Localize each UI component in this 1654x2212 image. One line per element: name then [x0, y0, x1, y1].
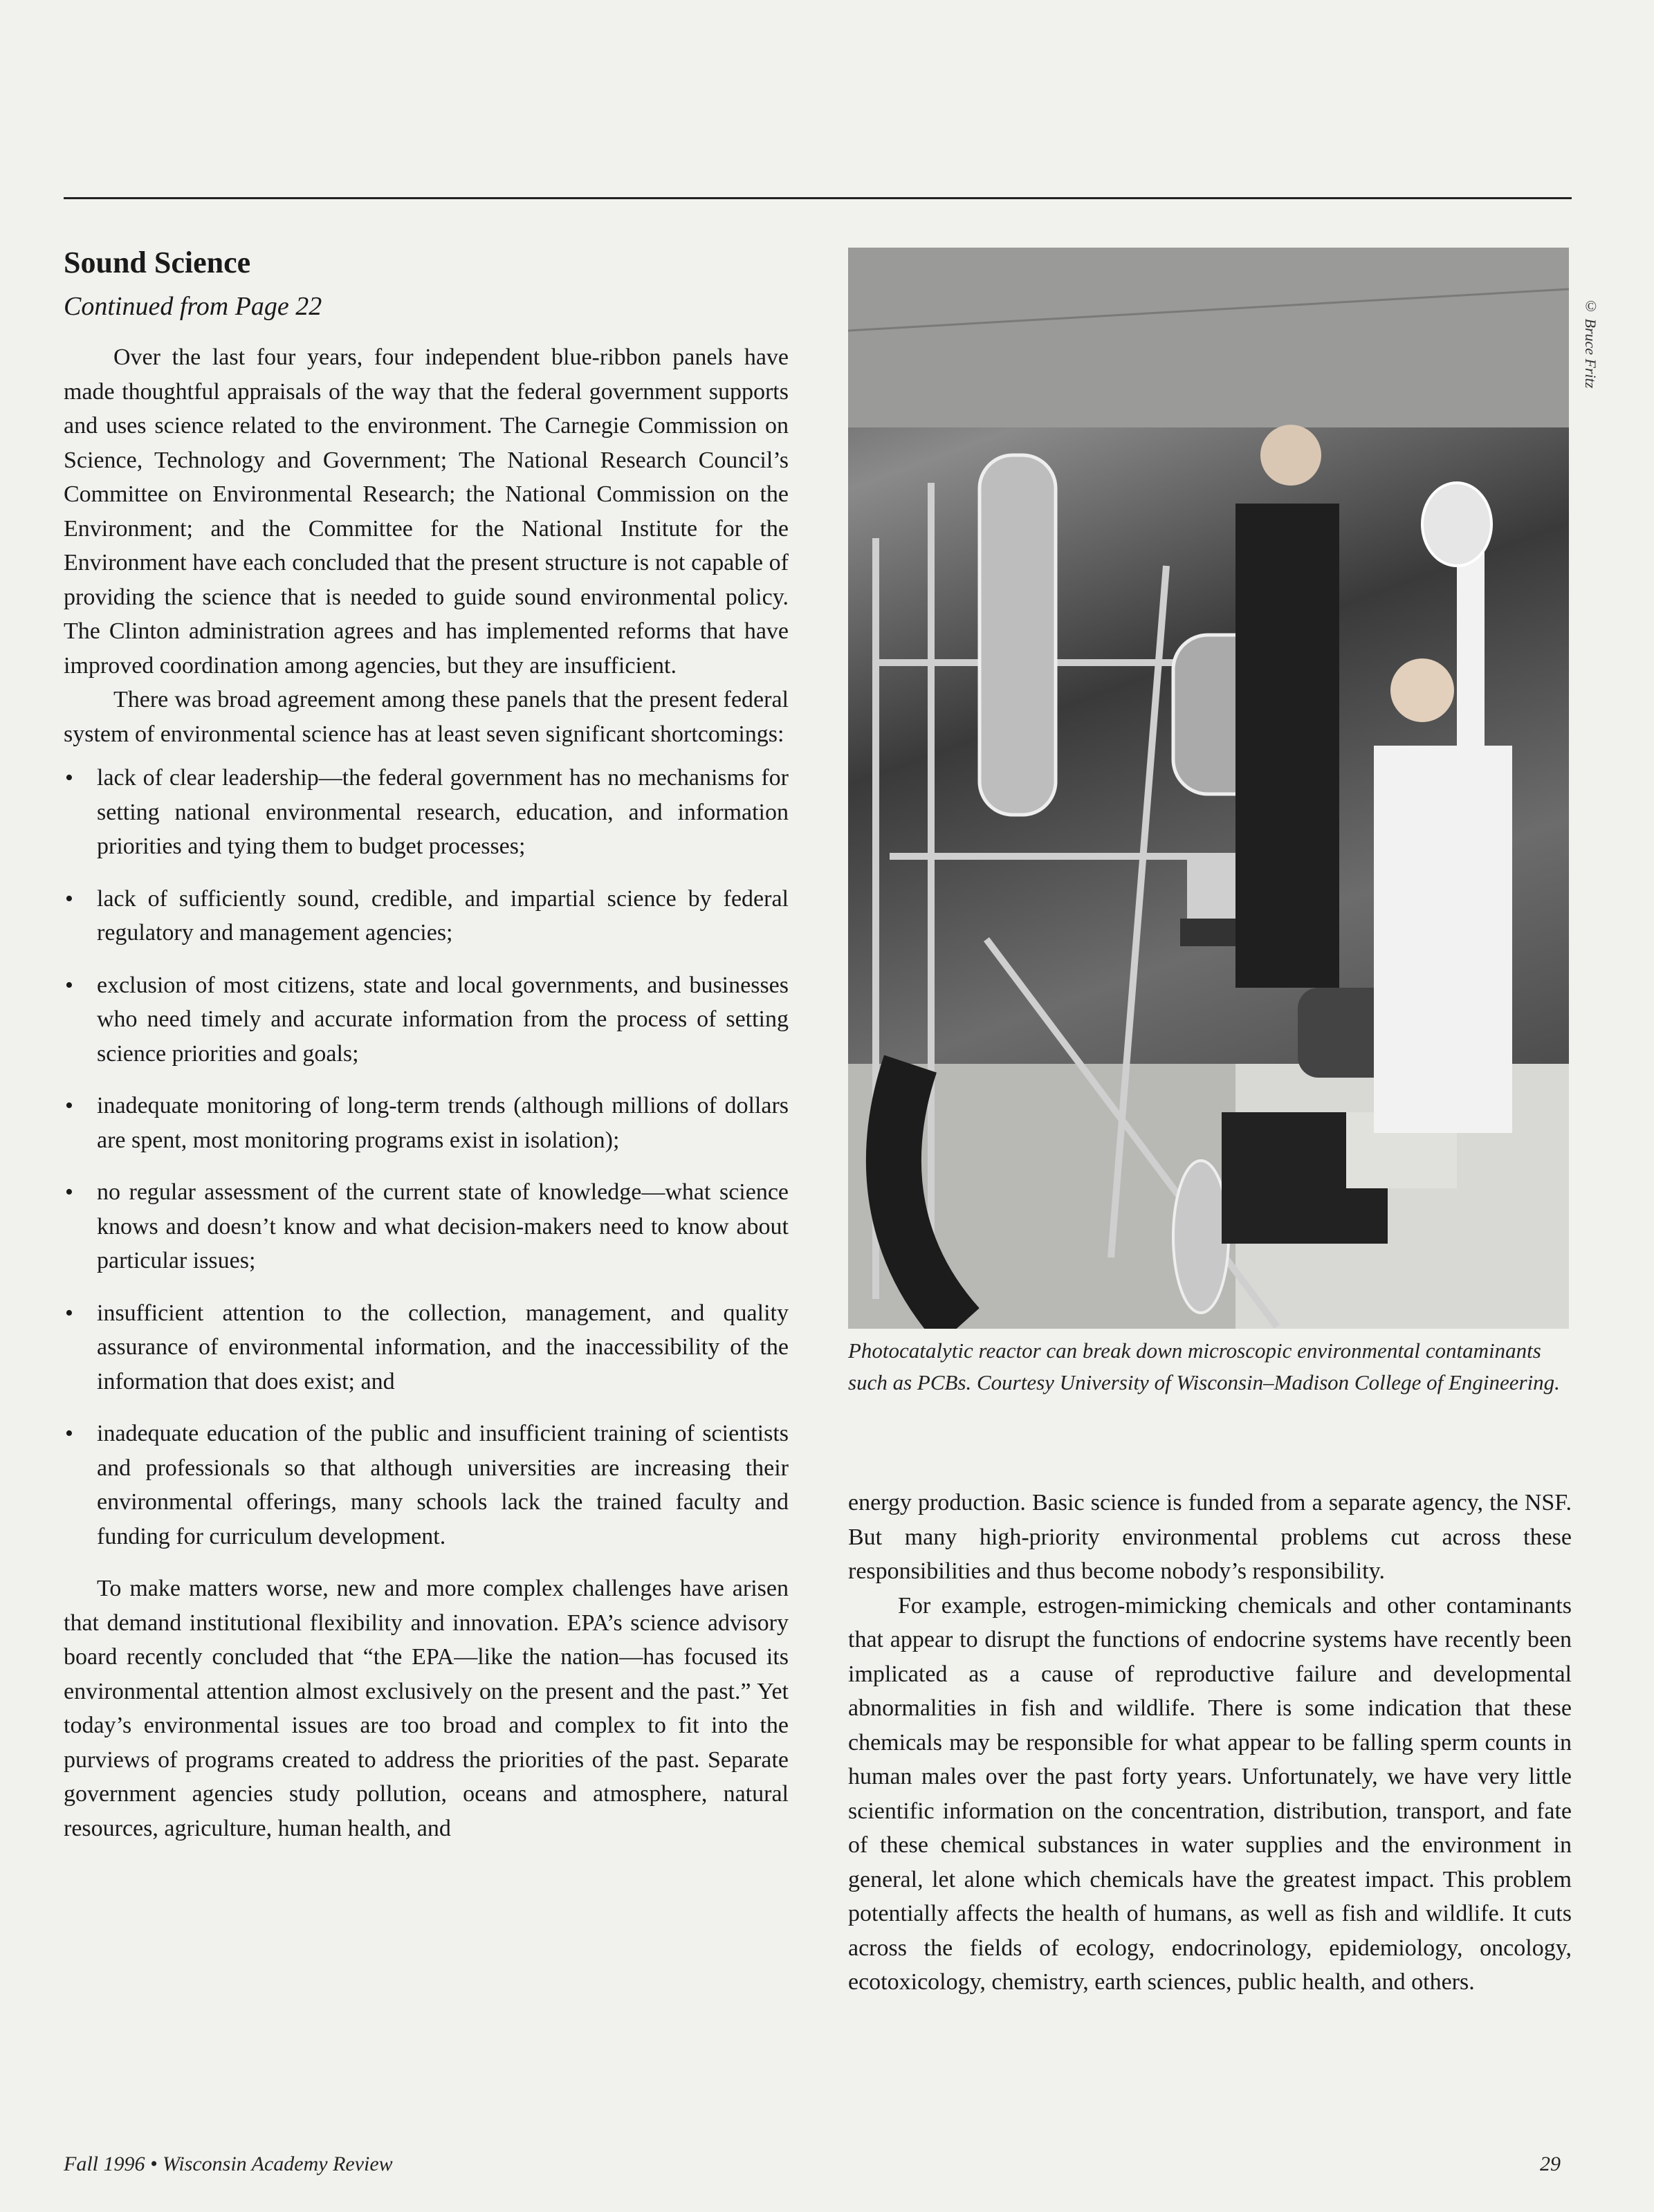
- page-number: 29: [1540, 2153, 1561, 2175]
- list-item: • insufficient attention to the collection, management, and quality assurance of environmental information, and the inaccessibility of the information that does exist; and: [64, 1296, 789, 1399]
- bullet-icon: •: [65, 765, 73, 791]
- bullet-icon: •: [65, 972, 73, 998]
- right-paragraph-2: For example, estrogen-mimicking chemicals and other contaminants that appear to disrupt the functions of endocrine systems have recently been implicated as a cause of reproductive failure and developmental abnormalities in fish and wildlife. There is some indication that these chemicals may be responsible for what appear to be falling sperm counts in human males over the past forty years. Unfortunately, we have very little scientific information on the concentration, distribution, transport, and fate of these chemical substances in water supplies and the environment in general, let alone which chemicals have the greatest impact. This problem potentially affects the health of humans, as well as fish and wildlife. It cuts across the fields of ecology, endocrinology, epidemiology, oncology, ecotoxicology, chemistry, earth sciences, public health, and others.: [848, 1592, 1572, 1995]
- list-item: • inadequate monitoring of long-term trends (although millions of dollars are spent, most monitoring programs exist in isolation);: [64, 1089, 789, 1157]
- continued-from: Continued from Page 22: [64, 292, 322, 321]
- list-item: • no regular assessment of the current state of knowledge—what science knows and doesn’t know and what decision-makers need to know about particular issues;: [64, 1175, 789, 1278]
- left-column: [64, 243, 789, 1845]
- list-item: • exclusion of most citizens, state and local governments, and businesses who need timely and accurate information from the process of setting science priorities and goals;: [64, 968, 789, 1071]
- right-column: [848, 1486, 1572, 2000]
- intro-paragraph-2: There was broad agreement among these panels that the present federal system of environmental science has at least seven significant shortcomings:: [64, 687, 789, 747]
- bullet-icon: •: [65, 1300, 73, 1326]
- shortcomings-list: [64, 761, 789, 1554]
- photo-caption: Photocatalytic reactor can break down microscopic environmental contaminants such as PCBs. Courtesy University of Wisconsin–Madison College of Engineering.: [848, 1338, 1560, 1394]
- lab-illustration: [848, 248, 1569, 1329]
- bullet-icon: •: [65, 1093, 73, 1118]
- reactor-photo: [848, 248, 1569, 1329]
- closing-paragraph-left: To make matters worse, new and more complex challenges have arisen that demand institutional flexibility and innovation. EPA’s science advisory board recently concluded that “the EPA—like the nation—has focused its environmental attention almost exclusively on the present and the past.” Yet today’s environmental issues are too broad and complex to fit into the purviews of programs created to address the priorities of the past. Separate government agencies study pollution, oceans and atmosphere, natural resources, agriculture, human health, and: [64, 1576, 789, 1841]
- right-paragraph-1: energy production. Basic science is funded from a separate agency, the NSF. But many high-priority environmental problems cut across these responsibilities and thus become nobody’s responsibility.: [848, 1490, 1572, 1584]
- header-rule: [64, 197, 1572, 199]
- list-item: • lack of sufficiently sound, credible, and impartial science by federal regulatory and management agencies;: [64, 882, 789, 950]
- bullet-icon: •: [65, 1421, 73, 1446]
- intro-paragraph-1: Over the last four years, four independent blue-ribbon panels have made thoughtful appraisals of the way that the federal government supports and uses science related to the environment. The Carnegie Commission on Science, Technology and Government; The National Research Council’s Committee on Environmental Research; the National Commission on the Environment; and the Committee for the National Institute for the Environment have each concluded that the present structure is not capable of providing the science that is needed to guide sound environmental policy. The Clinton administration agrees and has implemented reforms that have improved coordination among agencies, but they are insufficient.: [64, 344, 789, 679]
- list-item: • inadequate education of the public and insufficient training of scientists and professionals so that although universities are increasing their environmental offerings, many schools lack the trained faculty and funding for curriculum development.: [64, 1417, 789, 1554]
- article-title: Sound Science: [64, 246, 251, 279]
- photo-credit: © Bruce Fritz: [1582, 297, 1599, 389]
- bullet-icon: •: [65, 885, 73, 912]
- bullet-icon: •: [65, 1179, 73, 1205]
- footer-issue: Fall 1996 • Wisconsin Academy Review: [64, 2153, 393, 2175]
- list-item: • lack of clear leadership—the federal government has no mechanisms for setting national environmental research, education, and information priorities and tying them to budget processes;: [64, 761, 789, 864]
